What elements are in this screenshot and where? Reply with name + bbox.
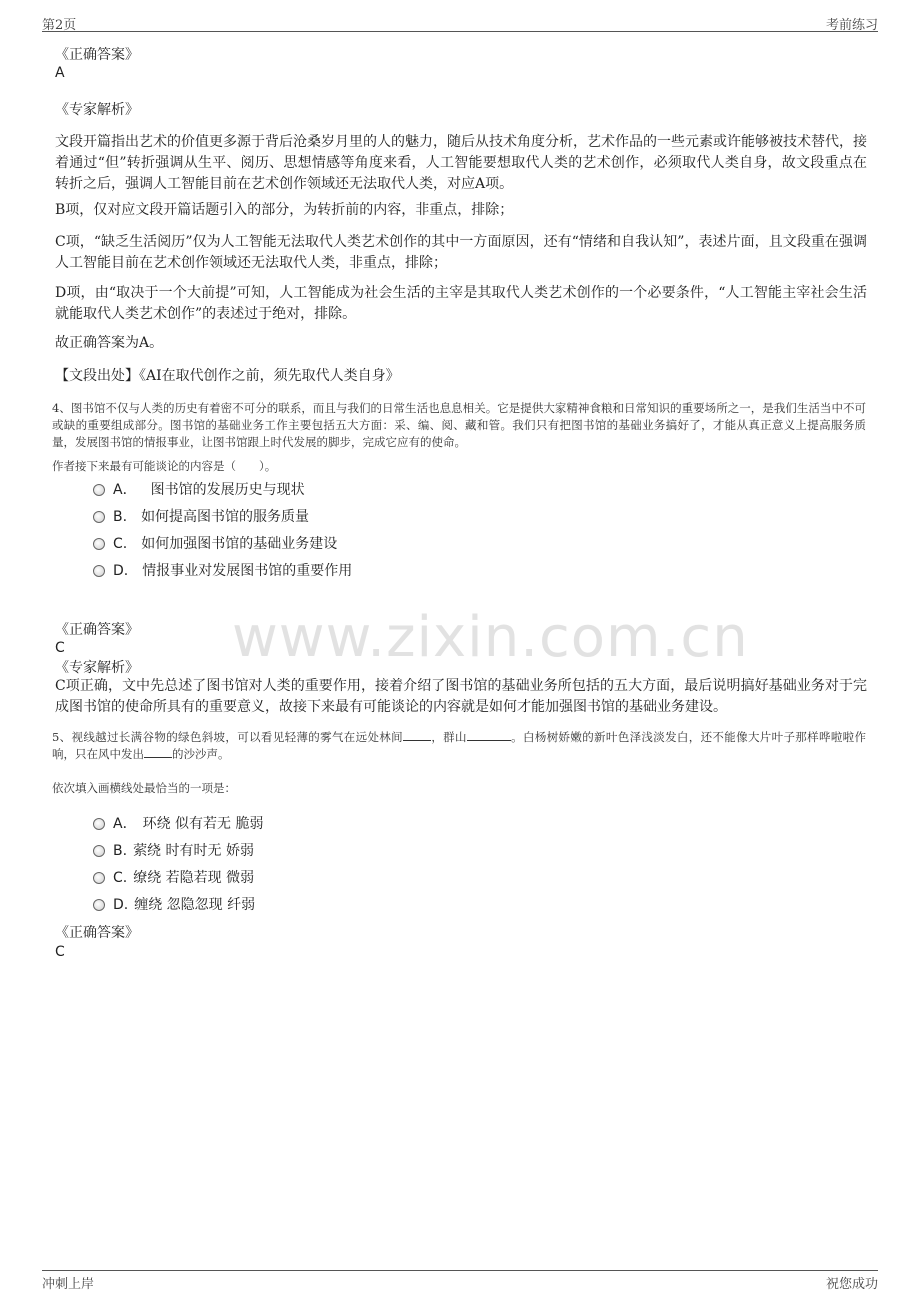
q3-analysis-paragraph-1: 文段开篇指出艺术的价值更多源于背后沧桑岁月里的人的魅力，随后从技术角度分析，艺术作品的一些元素或许能够被技术替代，接着通过“但”转折强调从生平、阅历、思想情感等角度来看，人工智能要想取代人类的艺术创作，必须取代人类自身，故文段重点在转折之后，强调人工智能目前在艺术创作领域还无法取代人类，对应A项。: [55, 134, 867, 192]
q5-question: 依次填入画横线处最恰当的一项是：: [52, 781, 236, 795]
page-header: [42, 12, 878, 32]
radio-icon[interactable]: [93, 818, 105, 830]
q3-analysis-paragraph-4: D项，由“取决于一个大前提”可知，人工智能成为社会生活的主宰是其取代人类艺术创作的一个必要条件，“人工智能主宰社会生活就能取代人类艺术创作”的表述过于绝对，排除。: [55, 285, 867, 322]
radio-icon[interactable]: [93, 511, 105, 523]
radio-icon[interactable]: [93, 538, 105, 550]
blank-1: [403, 729, 431, 741]
blank-2: [467, 729, 511, 741]
q5-option-b[interactable]: B. 萦绕 时有时无 娇弱: [93, 841, 254, 861]
blank-3: [144, 746, 172, 758]
q5-stem: 5、视线越过长满谷物的绿色斜坡，可以看见轻薄的雾气在远处林间 ，群山 。白杨树娇嫩的新叶色泽浅淡发白，还不能像大片叶子那样哗啦啦作响，只在风中发出 的沙沙声。: [52, 730, 866, 761]
q4-option-a[interactable]: A． 图书馆的发展历史与现状: [93, 480, 305, 500]
footer-left-text: 冲刺上岸: [42, 1277, 95, 1292]
q3-answer-label: 《正确答案》: [55, 47, 139, 63]
page-number: 第2页: [42, 18, 77, 33]
footer-right-text: 祝您成功: [825, 1277, 878, 1292]
q4-question: 作者接下来最有可能谈论的内容是（ ）。: [52, 459, 277, 473]
q3-analysis-paragraph-3: C项，“缺乏生活阅历”仅为人工智能无法取代人类艺术创作的其中一方面原因，还有“情绪和自我认知”，表述片面，且文段重在强调人工智能目前在艺术创作领域还无法取代人类，非重点，排除；: [55, 234, 867, 271]
q5-option-a[interactable]: A． 环绕 似有若无 脆弱: [93, 814, 263, 834]
q3-source: 【文段出处】《AI在取代创作之前，须先取代人类自身》: [55, 368, 400, 384]
q4-analysis: C项正确，文中先总述了图书馆对人类的重要作用，接着介绍了图书馆的基础业务所包括的五大方面，最后说明搞好基础业务对于完成图书馆的使命所具有的重要意义，故接下来最有可能谈论的内容就是如何才能加强图书馆的基础业务建设。: [55, 678, 867, 715]
radio-icon[interactable]: [93, 899, 105, 911]
page-footer: [42, 1270, 878, 1292]
header-title: 考前练习: [825, 18, 878, 33]
q4-analysis-label: 《专家解析》: [55, 660, 139, 676]
q3-analysis-label: 《专家解析》: [55, 102, 139, 118]
radio-icon[interactable]: [93, 872, 105, 884]
q3-analysis-paragraph-2: B项，仅对应文段开篇话题引入的部分，为转折前的内容，非重点，排除；: [55, 202, 514, 218]
q5-answer: C: [55, 944, 65, 960]
q4-option-b[interactable]: B. 如何提高图书馆的服务质量: [93, 507, 309, 527]
q4-stem: 4、图书馆不仅与人类的历史有着密不可分的联系，而且与我们的日常生活也息息相关。它是提供大家精神食粮和日常知识的重要场所之一，是我们生活当中不可或缺的重要组成部分。图书馆的基础业务工作主要包括五大方面：采、编、阅、藏和管。我们只有把图书馆的基础业务搞好了，才能从真正意义上提高服务质量，发展图书馆的情报事业，让图书馆跟上时代发展的脚步，完成它应有的使命。: [52, 401, 866, 449]
q5-option-d[interactable]: D. 缠绕 忽隐忽现 纤弱: [93, 895, 255, 915]
radio-icon[interactable]: [93, 484, 105, 496]
q3-answer: A: [55, 65, 65, 81]
watermark: www.zixin.com.cn: [232, 605, 749, 670]
radio-icon[interactable]: [93, 565, 105, 577]
q5-answer-label: 《正确答案》: [55, 925, 139, 941]
q5-option-c[interactable]: C. 缭绕 若隐若现 微弱: [93, 868, 254, 888]
q4-answer-label: 《正确答案》: [55, 622, 139, 638]
radio-icon[interactable]: [93, 845, 105, 857]
q4-option-d[interactable]: D. 情报事业对发展图书馆的重要作用: [93, 561, 352, 581]
q4-option-c[interactable]: C. 如何加强图书馆的基础业务建设: [93, 534, 337, 554]
q4-answer: C: [55, 640, 65, 656]
q3-conclusion: 故正确答案为A。: [55, 335, 164, 351]
